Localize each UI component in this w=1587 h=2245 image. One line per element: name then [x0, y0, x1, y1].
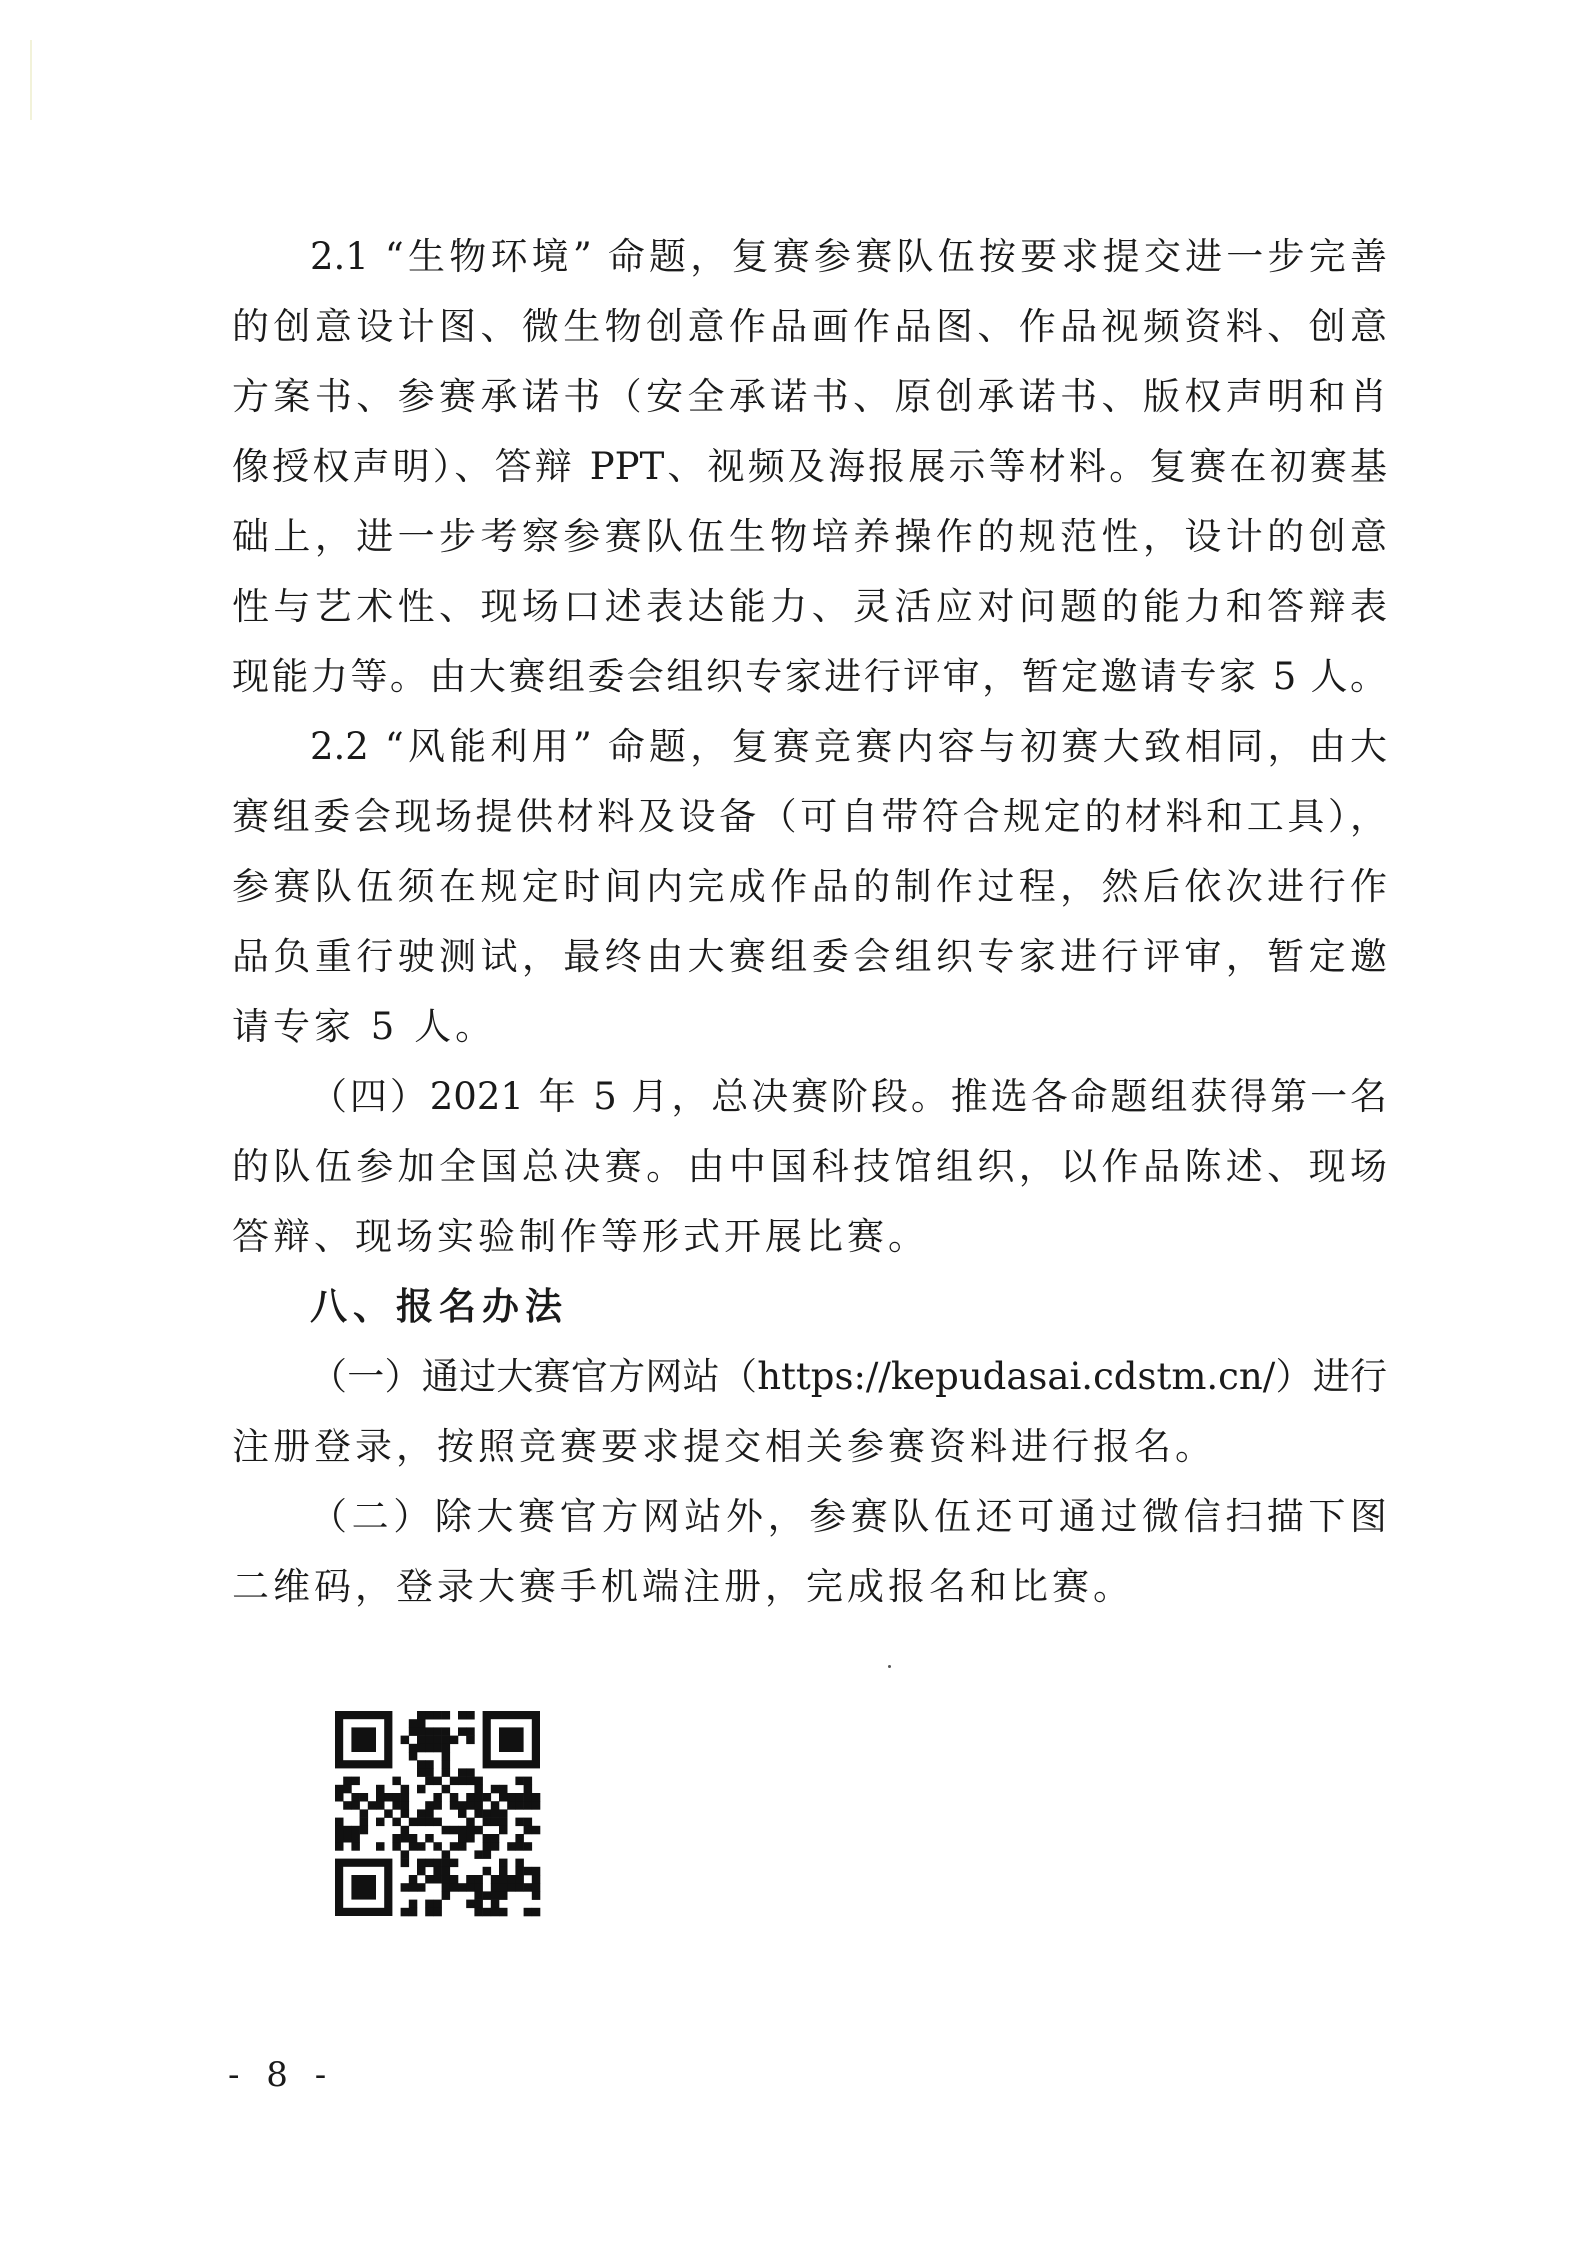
paragraph-line: 像授权声明）、答辩 PPT、视频及海报展示等材料。复赛在初赛基 [232, 445, 1387, 488]
paragraph-line: 的队伍参加全国总决赛。由中国科技馆组织，以作品陈述、现场 [232, 1145, 1387, 1188]
qr-code-image [333, 1705, 543, 1925]
paragraph-line: 础上，进一步考察参赛队伍生物培养操作的规范性，设计的创意 [232, 515, 1387, 558]
paragraph-line: 方案书、参赛承诺书（安全承诺书、原创承诺书、版权声明和肖 [232, 375, 1387, 418]
body-text [232, 222, 1387, 1622]
paragraph-line: （二）除大赛官方网站外，参赛队伍还可通过微信扫描下图 [310, 1495, 1387, 1538]
paragraph-line: 现能力等。由大赛组委会组织专家进行评审，暂定邀请专家 5 人。 [232, 655, 1387, 698]
paragraph-line: 答辩、现场实验制作等形式开展比赛。 [232, 1215, 929, 1258]
paragraph-line: （四）2021 年 5 月，总决赛阶段。推选各命题组获得第一名 [310, 1075, 1387, 1118]
scan-speck [888, 1665, 891, 1668]
paragraph-line: 性与艺术性、现场口述表达能力、灵活应对问题的能力和答辩表 [232, 585, 1387, 628]
paragraph-line: 2.2 “风能利用” 命题，复赛竞赛内容与初赛大致相同，由大 [310, 725, 1387, 768]
paragraph-line: 请专家 5 人。 [232, 1005, 497, 1048]
qr-code-icon [333, 1705, 543, 1925]
paragraph-line: 赛组委会现场提供材料及设备（可自带符合规定的材料和工具）， [232, 795, 1387, 838]
section-heading: 八、报名办法 [310, 1285, 568, 1328]
page-number: - 8 - [228, 2055, 335, 2095]
paragraph-line: 品负重行驶测试，最终由大赛组委会组织专家进行评审，暂定邀 [232, 935, 1387, 978]
paragraph-line: （一）通过大赛官方网站（https://kepudasai.cdstm.cn/）进行 [310, 1355, 1387, 1398]
paragraph-line: 二维码，登录大赛手机端注册，完成报名和比赛。 [232, 1565, 1134, 1608]
paragraph-line: 参赛队伍须在规定时间内完成作品的制作过程，然后依次进行作 [232, 865, 1387, 908]
paragraph-line: 的创意设计图、微生物创意作品画作品图、作品视频资料、创意 [232, 305, 1387, 348]
paragraph-line: 注册登录，按照竞赛要求提交相关参赛资料进行报名。 [232, 1425, 1216, 1468]
scan-margin-mark [30, 40, 32, 120]
paragraph-line: 2.1 “生物环境” 命题，复赛参赛队伍按要求提交进一步完善 [310, 235, 1387, 278]
